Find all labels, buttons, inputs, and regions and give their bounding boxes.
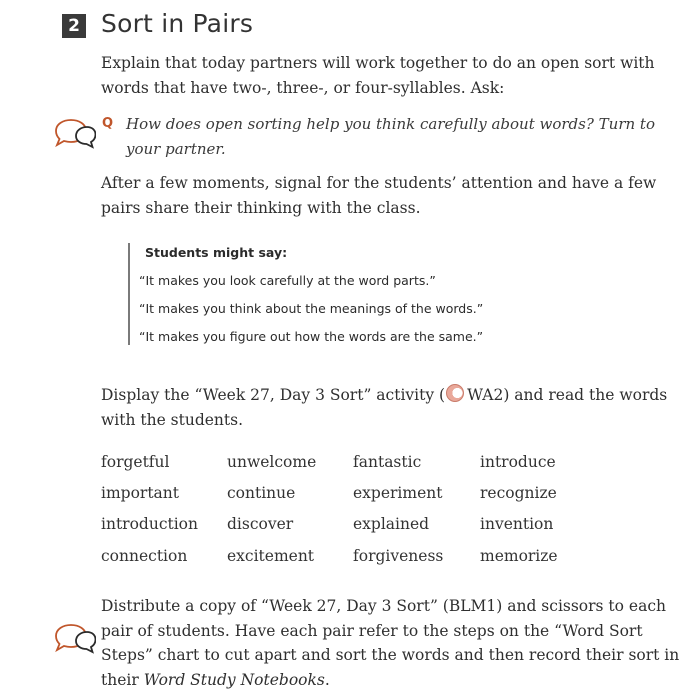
intro-paragraph: Explain that today partners will work together to do an open sort with words that have two-, three-, or four-syllables. Ask:: [101, 54, 655, 97]
display-ref: WA2: [467, 386, 504, 404]
whiteboard-activity-icon: [446, 384, 464, 402]
distribute-text: Distribute a copy of “Week 27, Day 3 Sort” (BLM1) and scissors to each pair of students. Have each pair refer to the steps on the “Word Sort Steps” chart to cut apart and sort the words and then record their sort in their: [101, 597, 680, 689]
word-cell: important: [101, 484, 179, 502]
distribute-italic: Word Study Notebooks: [143, 670, 325, 689]
word-cell: forgiveness: [353, 547, 444, 565]
after-paragraph: After a few moments, signal for the students’ attention and have a few pairs share their thinking with the class.: [101, 174, 657, 217]
word-cell: invention: [480, 515, 554, 533]
students-say-line: “It makes you think about the meanings of the words.”: [139, 301, 484, 316]
word-cell: discover: [227, 515, 294, 533]
word-cell: connection: [101, 547, 188, 565]
word-cell: unwelcome: [227, 453, 317, 471]
word-cell: memorize: [480, 547, 558, 565]
display-text-after: ) and read the words with the students.: [101, 386, 668, 429]
word-cell: introduce: [480, 453, 556, 471]
students-say-title: Students might say:: [145, 245, 288, 260]
word-cell: recognize: [480, 484, 557, 502]
display-paragraph: [101, 383, 676, 432]
speech-bubbles-icon: [48, 622, 96, 654]
word-cell: introduction: [101, 515, 198, 533]
display-text-before: Display the “Week 27, Day 3 Sort” activity (: [101, 386, 446, 404]
students-say-line: “It makes you look carefully at the word parts.”: [139, 273, 436, 288]
word-cell: excitement: [227, 547, 315, 565]
word-cell: explained: [353, 515, 430, 533]
word-cell: experiment: [353, 484, 443, 502]
section-number: 2: [62, 14, 86, 38]
word-cell: fantastic: [353, 453, 422, 471]
word-cell: forgetful: [101, 453, 170, 471]
distribute-end: .: [324, 670, 330, 689]
question-text: How does open sorting help you think carefully about words? Turn to your partner.: [126, 115, 655, 158]
question-label: Q: [102, 116, 114, 131]
word-cell: continue: [227, 484, 296, 502]
speech-bubbles-icon: [48, 117, 96, 149]
distribute-paragraph: [101, 594, 681, 692]
students-say-line: “It makes you figure out how the words are the same.”: [139, 329, 484, 344]
section-title: Sort in Pairs: [101, 9, 254, 38]
